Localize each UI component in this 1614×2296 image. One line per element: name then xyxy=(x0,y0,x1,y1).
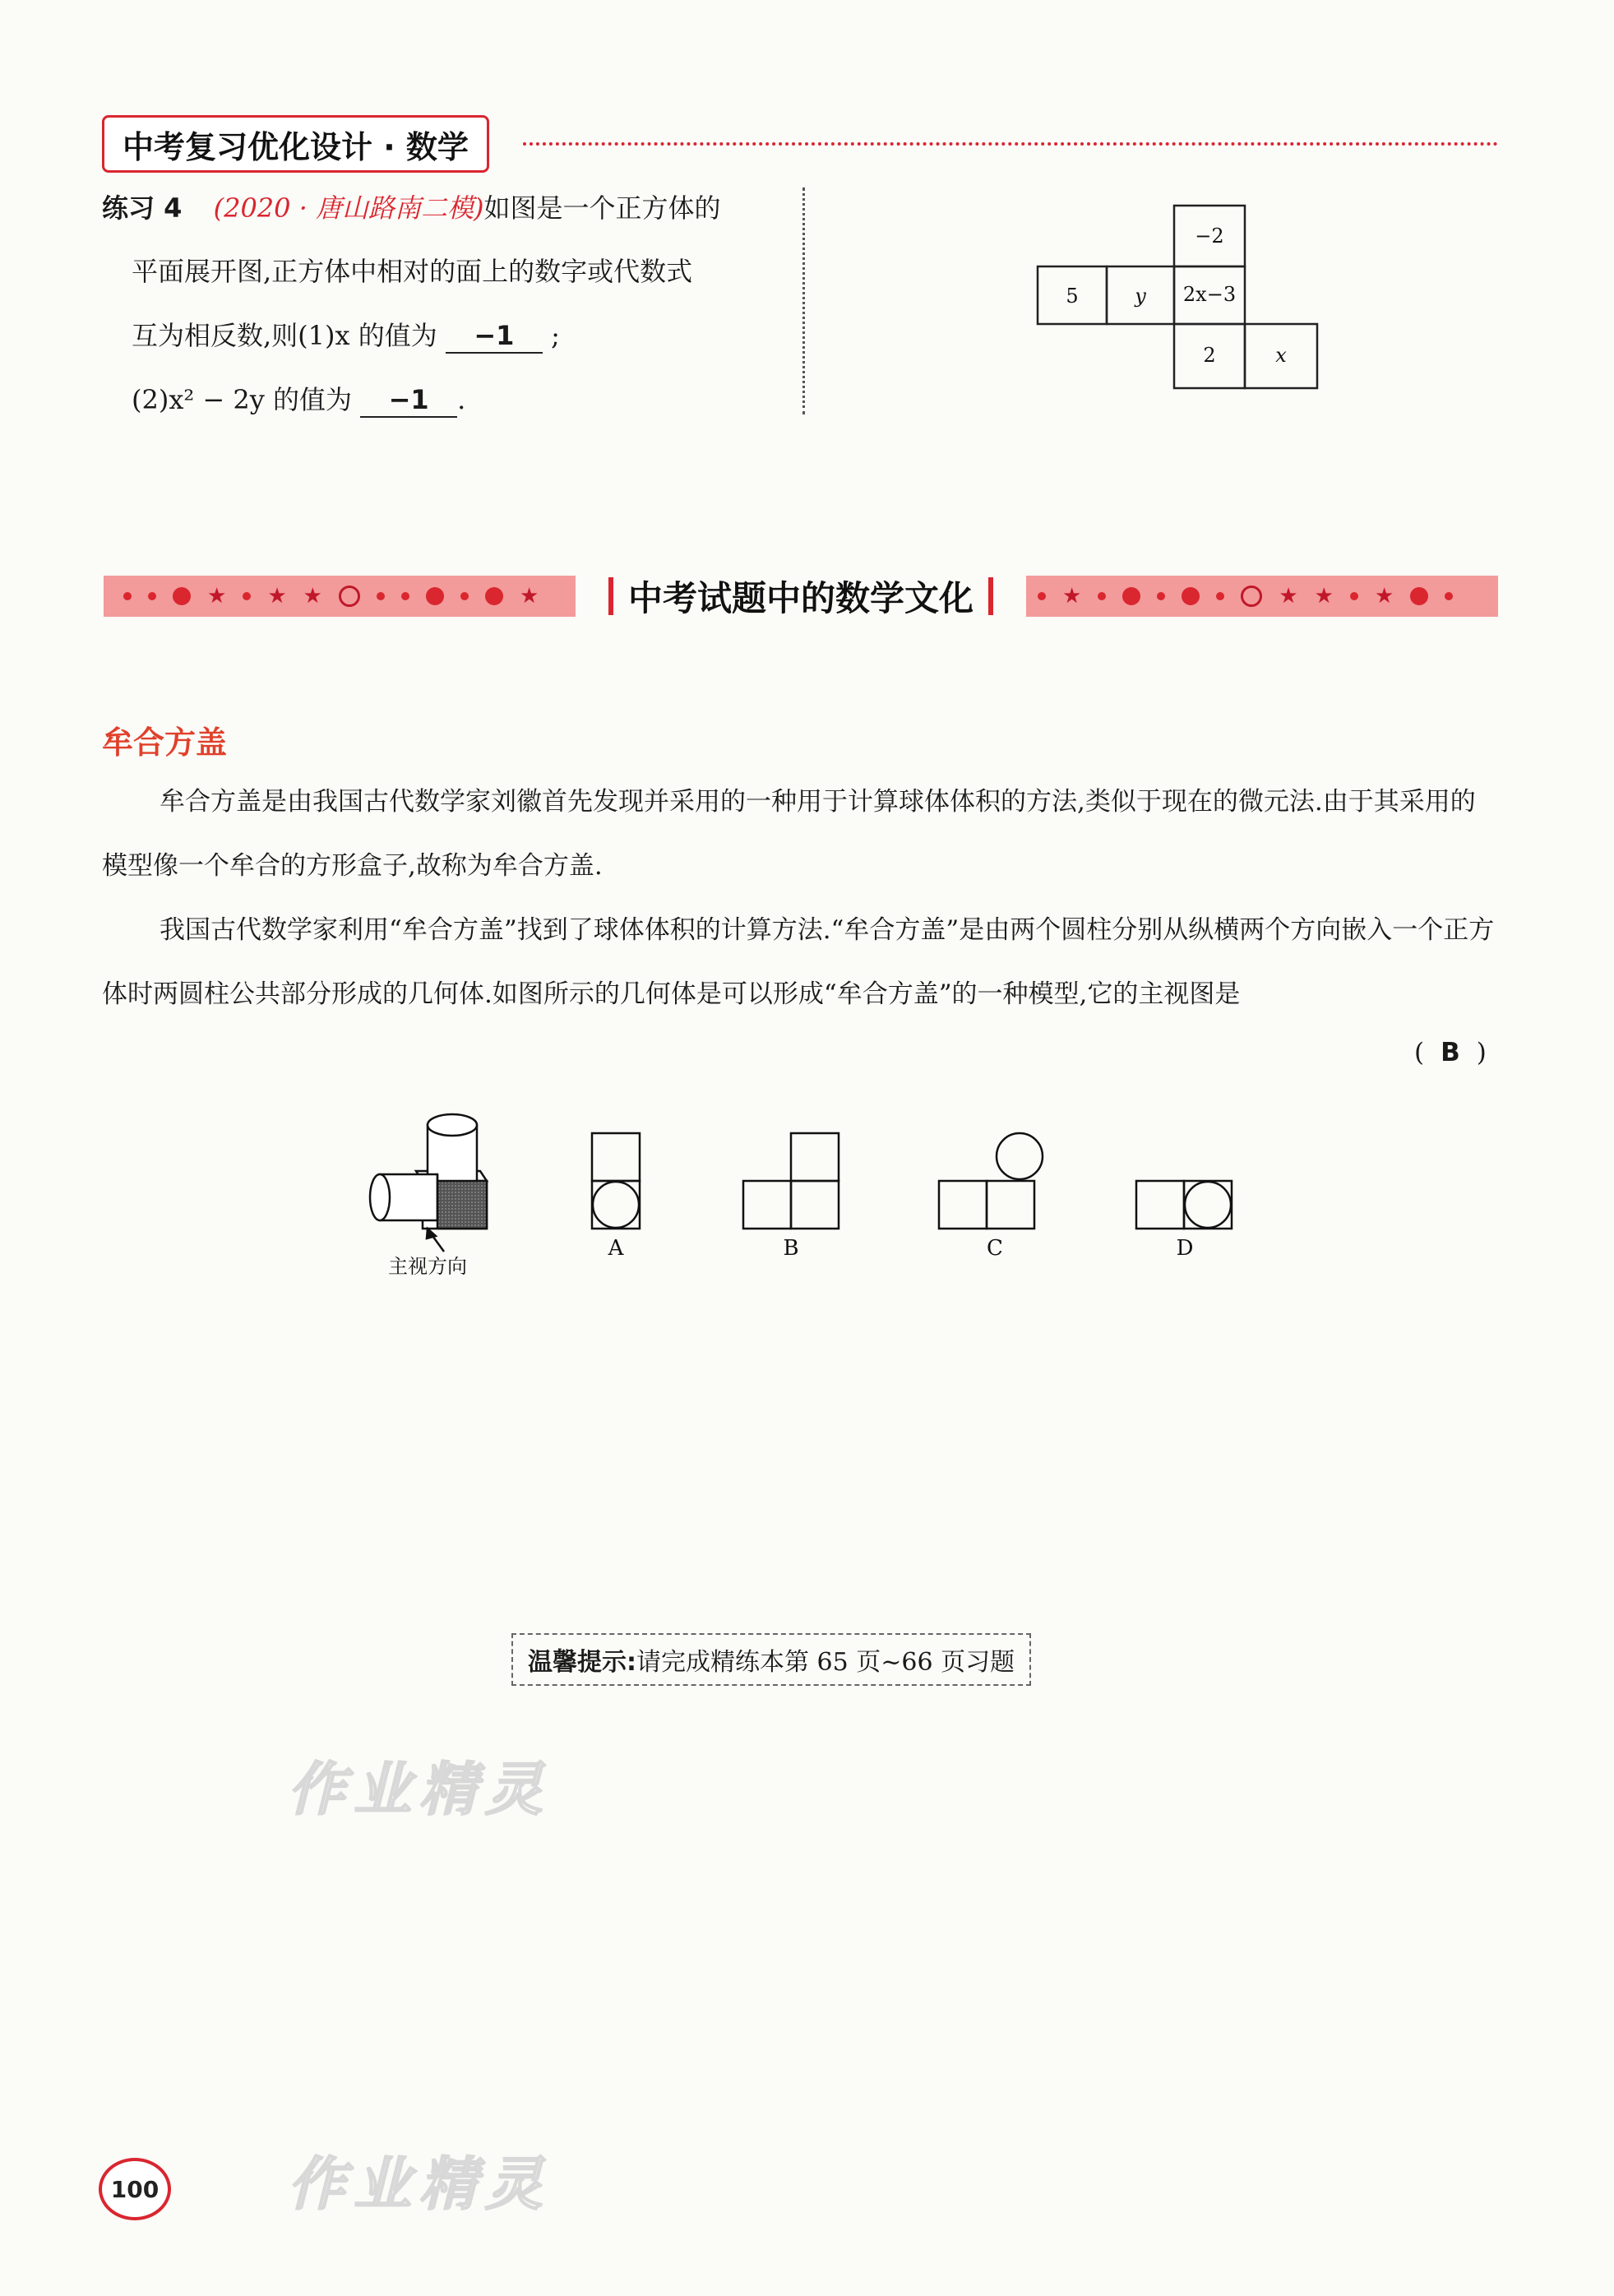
star-icon: ★ xyxy=(267,584,287,609)
exercise-text-1: 如图是一个正方体的 xyxy=(483,192,721,224)
tip-text: 请完成精练本第 65 页~66 页习题 xyxy=(636,1648,1015,1677)
option-a-figure xyxy=(592,1133,640,1229)
net-value-left: 5 xyxy=(1066,285,1079,308)
net-value-right: x xyxy=(1275,344,1287,367)
answer-close: ) xyxy=(1476,1038,1487,1067)
option-c-label: C xyxy=(987,1236,1003,1261)
answer-blank-2: −1 xyxy=(360,383,457,418)
option-b-figure xyxy=(743,1133,839,1229)
header-title: 中考复习优化设计 · 数学 xyxy=(102,115,489,173)
star-icon: ★ xyxy=(1374,584,1394,609)
option-c-figure xyxy=(939,1133,1043,1229)
exercise-text-2: 平面展开图,正方体中相对的面上的数字或代数式 xyxy=(132,256,693,287)
exercise-label: 练习 4 xyxy=(102,192,183,224)
star-icon: ★ xyxy=(207,584,227,609)
tip-box xyxy=(511,1633,1031,1686)
question-2-text: (2)x² − 2y 的值为 xyxy=(132,384,352,415)
star-icon: ★ xyxy=(1062,584,1082,609)
answer-open: ( xyxy=(1414,1038,1425,1067)
star-icon: ★ xyxy=(303,584,322,609)
question-1-text: 互为相反数,则(1)x 的值为 xyxy=(132,320,437,351)
option-a-label: A xyxy=(608,1236,624,1261)
net-value-bottom: 2 xyxy=(1203,344,1216,367)
net-value-center: 2x−3 xyxy=(1182,283,1237,306)
option-b-label: B xyxy=(783,1236,799,1261)
star-icon: ★ xyxy=(519,584,539,609)
topic-title: 牟合方盖 xyxy=(102,724,228,761)
watermark-logo: 作业精灵 xyxy=(288,1756,551,1823)
section-banner-title: 中考试题中的数学文化 xyxy=(627,578,973,618)
option-d-figure xyxy=(1136,1181,1232,1229)
tip-label: 温馨提示: xyxy=(528,1648,636,1677)
question-2-end: . xyxy=(457,384,466,415)
topic-paragraph-2: 我国古代数学家利用“牟合方盖”找到了球体体积的计算方法.“牟合方盖”是由两个圆柱分别从纵横两个方向嵌入一个正方体时两圆柱公共部分形成的几何体.如图所示的几何体是可以形成“牟合方盖”的一种模型,它的主视图是 xyxy=(102,915,1495,1009)
main-view-label: 主视方向 xyxy=(388,1255,467,1278)
question-1-end: ; xyxy=(551,320,560,351)
net-value-top: −2 xyxy=(1195,225,1224,248)
answer-choice: B xyxy=(1441,1038,1460,1067)
watermark-logo: 作业精灵 xyxy=(288,2150,551,2218)
page-number: 100 xyxy=(99,2158,171,2220)
exercise-source: (2020 · 唐山路南二模) xyxy=(213,192,484,224)
star-icon: ★ xyxy=(1279,584,1298,609)
topic-paragraph-1: 牟合方盖是由我国古代数学家刘徽首先发现并采用的一种用于计算球体体积的方法,类似于现在的微元法.由于其采用的模型像一个牟合的方形盒子,故称为牟合方盖. xyxy=(102,787,1476,881)
net-value-mid: y xyxy=(1135,285,1146,308)
star-icon: ★ xyxy=(1314,584,1334,609)
answer-blank-1: −1 xyxy=(446,319,543,354)
model-solid xyxy=(370,1114,487,1252)
option-d-label: D xyxy=(1176,1236,1194,1261)
